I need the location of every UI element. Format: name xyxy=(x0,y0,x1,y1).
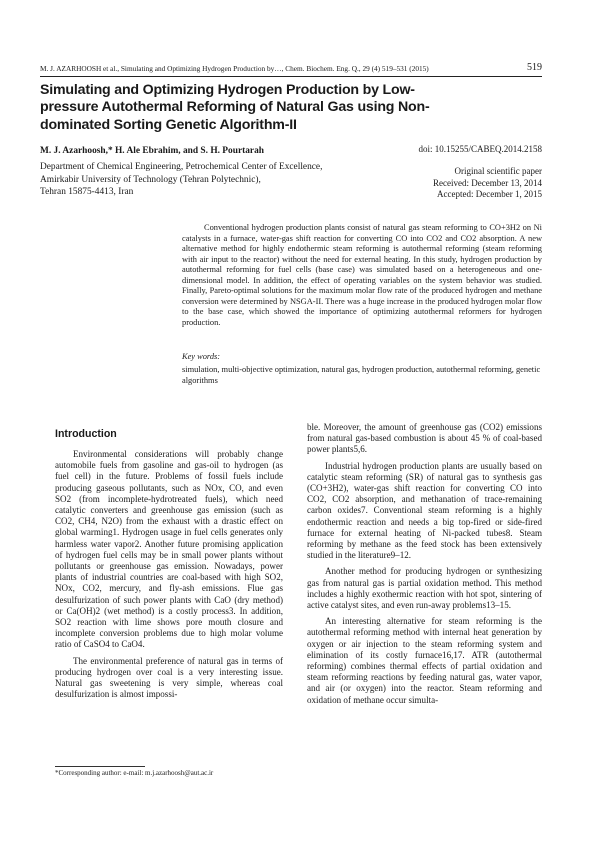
body-column-right xyxy=(307,422,542,711)
paragraph: The environmental preference of natural gas in terms of producing hydrogen over coal is a very interesting issue. Natural gas sweetening is very simple, whereas coal desulfurization is almost impossi- xyxy=(55,655,283,700)
running-header xyxy=(40,64,542,73)
affiliation-line: Amirkabir University of Technology (Tehran Polytechnic), xyxy=(40,174,261,185)
article-type: Original scientific paper xyxy=(454,166,542,176)
paragraph: ble. Moreover, the amount of greenhouse gas (CO2) emissions from natural gas-based combustion is about 45 % of coal-based power plants5,6. xyxy=(307,422,542,455)
accepted-date: Accepted: December 1, 2015 xyxy=(437,189,542,199)
footnote-rule xyxy=(55,766,145,767)
paragraph: Industrial hydrogen production plants are usually based on catalytic steam reforming (SR) of natural gas to synthesis gas (CO+3H2), water-gas shift reaction for converting CO into CO2, CO2 absorption, and methanation of trace-remaining carbon oxides7. Conventional steam reforming is a highly endothermic reaction and needs a big top-fired or side-fired furnace for external heating of Ni-packed tubes8. Steam reforming by methane as the feed stock has been extensively studied in the literature9–12. xyxy=(307,460,542,561)
article-meta xyxy=(342,166,542,201)
running-head-text: M. J. AZARHOOSH et al., Simulating and Optimizing Hydrogen Production by…, Chem. Biochem. Eng. Q., 29 (4) 519–531 (2015) xyxy=(40,64,429,73)
doi: doi: 10.15255/CABEQ.2014.2158 xyxy=(418,144,542,154)
section-heading: Introduction xyxy=(55,428,117,440)
affiliation-line: Tehran 15875-4413, Iran xyxy=(40,187,134,198)
author-list: M. J. Azarhoosh,* H. Ale Ebrahim, and S. H. Pourtarah xyxy=(40,146,264,156)
abstract-text: Conventional hydrogen production plants consist of natural gas steam reforming to CO+3H2 on Ni catalysts in a furnace, water-gas shift reaction for converting CO into CO2 and CO2 absorption. A new alternative method for highly endothermic steam reforming is autothermal reforming (steam reforming with air input to the reactor) without the need for external heating. In this study, hydrogen production by autothermal reforming for fuel cells (base case) was simulated based on a heterogeneous and one-dimensional model. In addition, the effect of operating variables on the system behavior was studied. Finally, Pareto-optimal solutions for the maximum molar flow rate of the produced hydrogen and methane conversion were determined by NSGA-II. There was a huge increase in the produced hydrogen molar flow to the base case, which showed the importance of optimizing autothermal reformers for hydrogen production. xyxy=(182,223,542,327)
page-number: 519 xyxy=(527,62,542,73)
paper-title: Simulating and Optimizing Hydrogen Production by Low-pressure Autothermal Reforming of Natural Gas using Non-dominated Sorting Genetic Algorithm-II xyxy=(40,82,430,133)
paragraph: Another method for producing hydrogen or synthesizing gas from natural gas is partial oxidation method. This method includes a highly exothermic reaction with hot spot, sintering of active catalyst sites, and even run-away problems13–15. xyxy=(307,566,542,611)
body-column-left xyxy=(55,449,283,705)
paragraph: An interesting alternative for steam reforming is the autothermal reforming method with internal heat generation by oxygen or air injection to the steam reforming system and elimination of its costly furnace16,17. ATR (autothermal reforming) combines thermal effects of partial oxidation and steam reforming reactions by feeding natural gas, water vapor, and air (or oxygen) into the reactor. Steam reforming and oxidation of methane occur simulta- xyxy=(307,616,542,705)
received-date: Received: December 13, 2014 xyxy=(433,177,542,188)
keywords: simulation, multi-objective optimization, natural gas, hydrogen production, autothermal reforming, genetic algorithms xyxy=(182,365,541,385)
header-rule xyxy=(40,76,542,77)
affiliation-line: Department of Chemical Engineering, Petrochemical Center of Excellence, xyxy=(40,162,323,172)
paragraph: Environmental considerations will probably change automobile fuels from gasoline and gas-oil to hydrogen (as fuel cell) in the future. Problems of fossil fuels include producing gaseous pollutants, such as NOx, CO, and even SO2 (from incomplete-hydrotreated fuels), which need catalytic converters and greenhouse gas emission (such as CO2, CH4, N2O) from the exhaust with a drastic effect on global warming1. Hydrogen usage in fuel cells generates only harmless water vapor2. Another future promising application of hydrogen fuel cells may be in small power plants without pollutants or greenhouse gas emission. Nowadays, power plants of industrial countries are coal-based with high SO2, NOx, CO2, mercury, and fly-ash emissions. Flue gas desulfurization of such power plants with CaO (dry method) or Ca(OH)2 (wet method) is a costly process3. In addition, SO2 reaction with lime shows pore mouth closure and incomplete conversion problems due to high molar volume ratio of CaSO4 to CaO4. xyxy=(55,449,283,650)
keywords-label: Key words: xyxy=(182,352,221,361)
footnote: *Corresponding author: e-mail: m.j.azarhoosh@aut.ac.ir xyxy=(55,769,214,777)
abstract xyxy=(182,223,542,328)
